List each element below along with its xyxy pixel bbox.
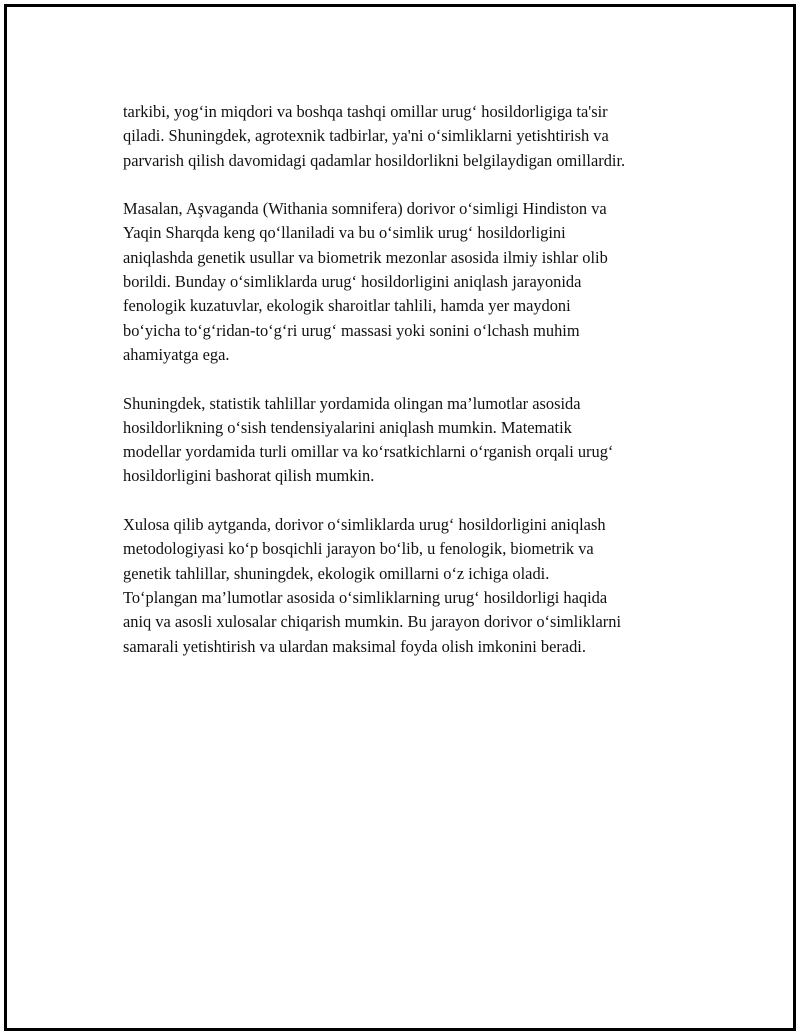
text-line: samarali yetishtirish va ulardan maksimal foyda olish imkonini beradi. <box>123 636 586 656</box>
text-line: modellar yordamida turli omillar va ko‘rsatkichlarni o‘rganish orqali urug‘ <box>123 442 614 462</box>
text-line: fenologik kuzatuvlar, ekologik sharoitlar tahlili, hamda yer maydoni <box>123 296 571 316</box>
text-line: metodologiyasi ko‘p bosqichli jarayon bo‘lib, u fenologik, biometrik va <box>123 539 594 559</box>
paragraph-2 <box>123 197 703 367</box>
text-line: hosildorligini bashorat qilish mumkin. <box>123 466 375 486</box>
text-line: tarkibi, yog‘in miqdori va boshqa tashqi omillar urug‘ hosildorligiga ta'sir <box>123 102 608 121</box>
page-frame <box>4 4 796 1031</box>
text-line: ahamiyatga ega. <box>123 344 230 364</box>
text-line: genetik tahlillar, shuningdek, ekologik omillarni o‘z ichiga oladi. <box>123 563 550 583</box>
paragraph-4 <box>123 513 703 659</box>
text-line: Yaqin Sharqda keng qo‘llaniladi va bu o‘simlik urug‘ hosildorligini <box>123 223 566 243</box>
text-line: aniqlashda genetik usullar va biometrik mezonlar asosida ilmiy ishlar olib <box>123 247 608 267</box>
text-line: parvarish qilish davomidagi qadamlar hosildorlikni belgilaydigan omillardir. <box>123 150 626 170</box>
text-line: Xulosa qilib aytganda, dorivor o‘simliklarda urug‘ hosildorligini aniqlash <box>123 515 606 535</box>
text-line: borildi. Bunday o‘simliklarda urug‘ hosildorligini aniqlash jarayonida <box>123 272 582 292</box>
paragraph-1 <box>123 100 703 173</box>
text-line: To‘plangan ma’lumotlar asosida o‘simliklarning urug‘ hosildorligi haqida <box>123 587 608 607</box>
text-line: Masalan, Aşvaganda (Withania somnifera) dorivor o‘simligi Hindiston va <box>123 199 607 219</box>
text-line: Shuningdek, statistik tahlillar yordamida olingan ma’lumotlar asosida <box>123 393 581 413</box>
text-line: bo‘yicha to‘g‘ridan-to‘g‘ri urug‘ massasi yoki sonini o‘lchash muhim <box>123 320 580 340</box>
paragraph-3 <box>123 392 703 489</box>
text-line: qiladi. Shuningdek, agrotexnik tadbirlar, ya'ni o‘simliklarni yetishtirish va <box>123 126 609 146</box>
document-body <box>123 100 703 683</box>
text-line: aniq va asosli xulosalar chiqarish mumkin. Bu jarayon dorivor o‘simliklarni <box>123 612 622 632</box>
text-line: hosildorlikning o‘sish tendensiyalarini aniqlash mumkin. Matematik <box>123 417 572 437</box>
